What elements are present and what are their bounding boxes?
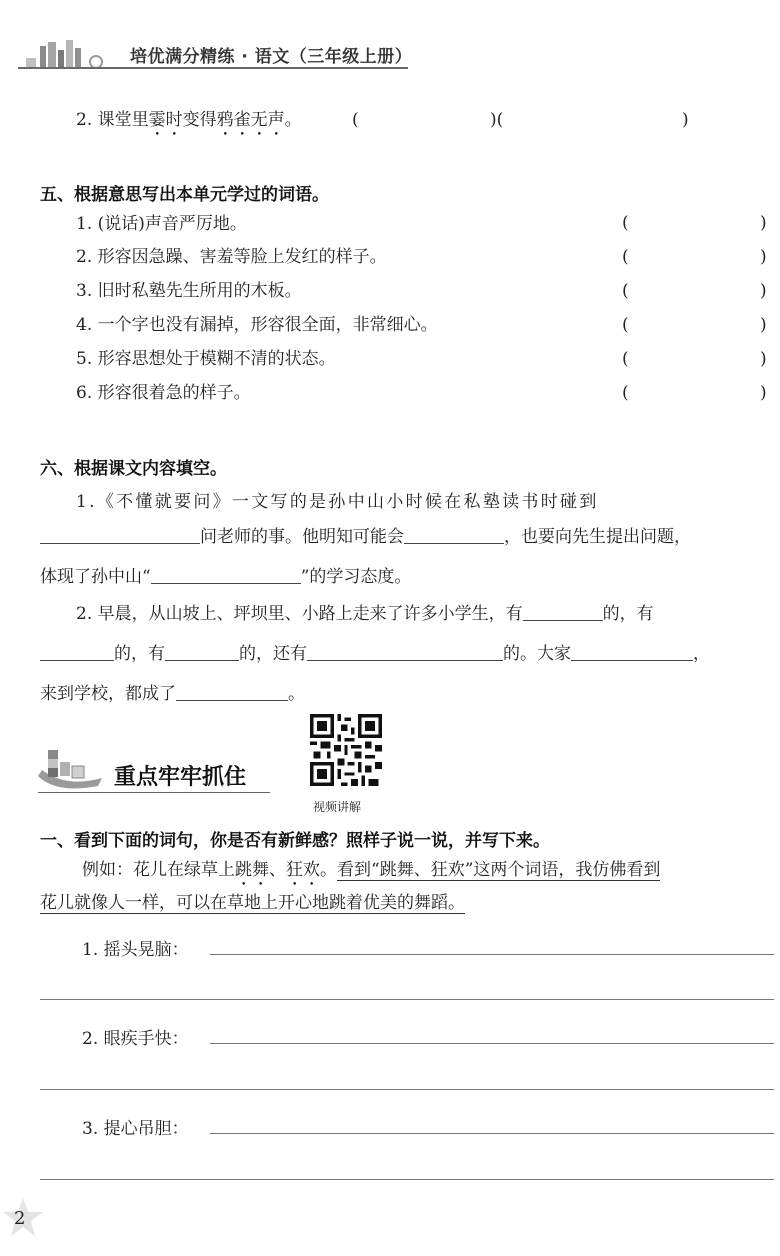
blank-6[interactable] bbox=[165, 643, 239, 661]
section5-answer-open-6: ( bbox=[622, 383, 629, 403]
page-header bbox=[18, 40, 413, 70]
key-points-title: 重点牢牢抓住 bbox=[114, 765, 247, 790]
section5-answer-close-4: ) bbox=[760, 315, 767, 335]
section5-answer-close-2: ) bbox=[760, 247, 767, 267]
header-decoration-icon bbox=[18, 40, 108, 70]
section6-item2-line2: 的，有 的，还有 的。大家 ， bbox=[40, 643, 710, 665]
section5-item-5: 5. 形容思想处于模糊不清的状态。 bbox=[76, 349, 336, 369]
header-divider bbox=[18, 67, 408, 69]
blank-5[interactable] bbox=[40, 643, 114, 661]
q1-answer-line-1a[interactable] bbox=[210, 954, 774, 955]
q1-answer-line-1b[interactable] bbox=[40, 999, 774, 1000]
blank-2[interactable] bbox=[404, 526, 504, 544]
section5-answer-open-5: ( bbox=[622, 349, 629, 369]
section6-item1-line2: 问老师的事。他明知可能会 ，也要向先生提出问题， bbox=[40, 526, 691, 548]
blank-7[interactable] bbox=[307, 643, 503, 661]
q1-item-3: 3. 提心吊胆： bbox=[82, 1119, 189, 1139]
top-item-paren-mid: )( bbox=[490, 110, 504, 130]
qr-label: 视频讲解 bbox=[313, 800, 362, 814]
section5-answer-open-1: ( bbox=[622, 213, 629, 233]
building-blocks-icon bbox=[36, 748, 106, 796]
section5-answer-close-6: ) bbox=[760, 383, 767, 403]
header-title: 培优满分精练 · 语文（三年级上册） bbox=[130, 47, 413, 67]
q1-answer-line-3a[interactable] bbox=[210, 1133, 774, 1134]
section5-answer-open-4: ( bbox=[622, 315, 629, 335]
section5-item-4: 4. 一个字也没有漏掉，形容很全面，非常细心。 bbox=[76, 315, 438, 335]
q1-answer-line-2b[interactable] bbox=[40, 1089, 774, 1090]
section6-item2-line1: 2. 早晨，从山坡上、坪坝里、小路上走来了许多小学生，有 的，有 bbox=[76, 604, 654, 624]
section5-item-6: 6. 形容很着急的样子。 bbox=[76, 383, 251, 403]
blank-3[interactable] bbox=[151, 566, 301, 584]
blank-1[interactable] bbox=[40, 526, 200, 544]
section5-item-1: 1. (说话)声音严厉地。 bbox=[76, 214, 247, 234]
blank-8[interactable] bbox=[571, 643, 693, 661]
top-item-paren-right: ) bbox=[682, 110, 689, 130]
section6-title: 六、根据课文内容填空。 bbox=[40, 459, 227, 479]
section5-answer-close-5: ) bbox=[760, 349, 767, 369]
blank-9[interactable] bbox=[176, 683, 288, 701]
section5-answer-close-1: ) bbox=[760, 213, 767, 233]
page-number: 2 bbox=[14, 1208, 26, 1229]
q1-title: 一、看到下面的词句，你是否有新鲜感？照样子说一说，并写下来。 bbox=[40, 831, 550, 851]
section5-item-3: 3. 旧时私塾先生所用的木板。 bbox=[76, 281, 302, 301]
q1-item-1: 1. 摇头晃脑： bbox=[82, 940, 189, 960]
q1-item-2: 2. 眼疾手快： bbox=[82, 1029, 189, 1049]
section6-item1-line3: 体现了孙中山“ ”的学习态度。 bbox=[40, 567, 412, 587]
section5-title: 五、根据意思写出本单元学过的词语。 bbox=[40, 185, 329, 205]
section5-answer-close-3: ) bbox=[760, 281, 767, 301]
key-points-underline bbox=[38, 792, 270, 793]
q1-answer-line-2a[interactable] bbox=[210, 1043, 774, 1044]
q1-example-line2: 花儿就像人一样，可以在草地上开心地跳着优美的舞蹈。 bbox=[40, 893, 465, 913]
q1-answer-line-3b[interactable] bbox=[40, 1179, 774, 1180]
blank-4[interactable] bbox=[523, 603, 603, 621]
section6-item1-line1: 1.《不懂就要问》一文写的是孙中山小时候在私塾读书时碰到 bbox=[76, 492, 599, 512]
section5-answer-open-2: ( bbox=[622, 247, 629, 267]
section5-answer-open-3: ( bbox=[622, 281, 629, 301]
top-item-text: 2. 课堂里霎时变得鸦雀无声。 bbox=[76, 110, 302, 130]
section6-item2-line3: 来到学校，都成了 。 bbox=[40, 684, 305, 704]
q1-example-line1: 例如：花儿在绿草上跳舞、狂欢。看到“跳舞、狂欢”这两个词语，我仿佛看到 bbox=[82, 860, 661, 880]
section5-item-2: 2. 形容因急躁、害羞等脸上发红的样子。 bbox=[76, 247, 387, 267]
top-item-paren-left: ( bbox=[352, 110, 359, 130]
qr-code-icon[interactable] bbox=[310, 714, 382, 786]
